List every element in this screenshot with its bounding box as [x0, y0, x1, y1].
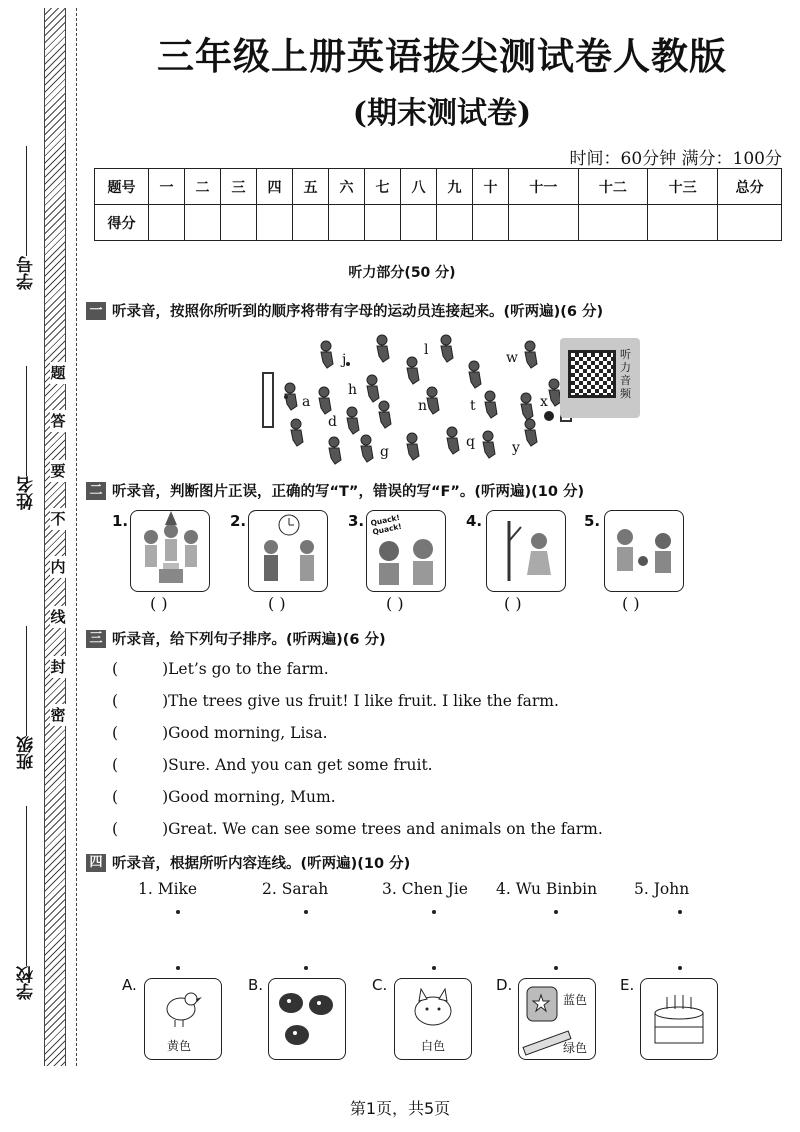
runner-icon: [447, 427, 459, 454]
party-illustration-icon: [131, 511, 209, 591]
runner-letter: g: [380, 444, 389, 460]
color-label: 白色: [421, 1039, 446, 1053]
score-cell[interactable]: [401, 205, 437, 241]
score-cell[interactable]: [149, 205, 185, 241]
section-number-badge: 三: [86, 630, 106, 648]
runner-icon: [367, 375, 379, 402]
color-label: 黄色: [167, 1039, 192, 1053]
seal-char: 题: [50, 364, 66, 382]
connect-dot[interactable]: [304, 910, 308, 914]
quack-speech-text: Quack! Quack!: [369, 512, 403, 537]
runner-letter: q: [466, 434, 475, 450]
option-letter: D.: [496, 976, 513, 994]
runner-icon: [379, 401, 391, 428]
runner-letter: x: [540, 394, 548, 410]
runner-letter: y: [512, 440, 520, 456]
runner-letter: l: [424, 342, 429, 358]
seal-char: 密: [50, 706, 66, 724]
section-instruction: 听录音，给下列句子排序。(听两遍)(6 分): [112, 632, 386, 648]
connect-dot[interactable]: [678, 966, 682, 970]
seal-char: 要: [50, 462, 66, 480]
left-goal-icon: [262, 372, 274, 428]
runner-letter: h: [348, 382, 358, 398]
picture-number: 2.: [230, 512, 247, 530]
picture-two-kids: [604, 510, 684, 592]
card-white-cat: [394, 978, 472, 1060]
runner-letter: d: [328, 414, 337, 430]
score-cell[interactable]: [365, 205, 401, 241]
runner-icon: [407, 433, 419, 460]
tree-girl-illustration-icon: [487, 511, 565, 591]
listening-part-title: 听力部分(50 分): [348, 265, 456, 281]
binding-margin: [0, 0, 88, 1132]
section-2-heading: [86, 480, 584, 501]
score-header-cell: 十三: [648, 169, 718, 205]
runner-icon: [521, 393, 533, 420]
section-3-heading: [86, 628, 386, 649]
runner-icon: [361, 435, 373, 462]
score-header-cell: 九: [437, 169, 473, 205]
page-title: 三年级上册英语拔尖测试卷人教版: [157, 34, 727, 78]
student-name: 3. Chen Jie: [382, 880, 468, 898]
option-letter: B.: [248, 976, 264, 994]
score-header-cell: 五: [293, 169, 329, 205]
section-number-badge: 四: [86, 854, 106, 872]
runner-icon: [321, 341, 333, 368]
section-instruction: 听录音，按照你所听到的顺序将带有字母的运动员连接起来。(听两遍)(6 分): [112, 304, 604, 320]
student-name: 5. John: [634, 880, 690, 898]
ordering-sentence[interactable]: ( )Sure. And you can get some fruit.: [112, 756, 433, 774]
section-instruction: 听录音，判断图片正误，正确的写“T”，错误的写“F”。(听两遍)(10 分): [112, 484, 585, 500]
runner-icon: [485, 391, 497, 418]
dogs-icon: [269, 979, 345, 1057]
runner-letter: j: [342, 352, 347, 368]
connect-dot[interactable]: [432, 910, 436, 914]
runner-icon: [427, 387, 439, 414]
runner-icon: [319, 387, 331, 414]
page-footer: 第1页，共5页: [349, 1099, 451, 1118]
picture-clock-greeting: [248, 510, 328, 592]
runner-letter: t: [470, 398, 476, 414]
score-header-cell: 十二: [578, 169, 648, 205]
student-no-field[interactable]: [14, 140, 39, 290]
score-row-label: 得分: [95, 205, 149, 241]
score-cell[interactable]: [509, 205, 579, 241]
option-letter: C.: [372, 976, 388, 994]
runner-icon: [469, 361, 481, 388]
qr-label: 听力音频: [620, 348, 631, 400]
school-label: 学校: [17, 966, 37, 1000]
score-header-cell: 二: [185, 169, 221, 205]
card-yellow-bird: [144, 978, 222, 1060]
score-cell[interactable]: [437, 205, 473, 241]
color-label: 绿色: [563, 1041, 588, 1055]
runner-icon: [291, 419, 303, 446]
runner-icon: [483, 431, 495, 458]
picture-birthday-party: [130, 510, 210, 592]
cake-icon: [641, 979, 717, 1057]
seal-char: 封: [50, 658, 66, 676]
student-name: 1. Mike: [138, 880, 198, 898]
section-1-heading: [86, 300, 603, 321]
score-header-cell: 三: [221, 169, 257, 205]
soccer-ball-icon: [544, 411, 554, 421]
color-label: 蓝色: [563, 993, 588, 1007]
seal-char: 答: [50, 412, 66, 430]
card-cake: [640, 978, 718, 1060]
ordering-sentence[interactable]: ( )Good morning, Lisa.: [112, 724, 328, 742]
answer-blank[interactable]: ( ): [268, 594, 286, 613]
name-label: 姓名: [17, 476, 37, 510]
score-cell[interactable]: [718, 205, 782, 241]
bird-icon: [145, 979, 221, 1039]
answer-blank[interactable]: ( ): [622, 594, 640, 613]
runner-icon: [285, 383, 297, 410]
student-name: 4. Wu Binbin: [496, 880, 598, 898]
picture-number: 1.: [112, 512, 129, 530]
class-field[interactable]: [14, 620, 39, 770]
audio-qr-panel[interactable]: [560, 338, 640, 418]
time-score-info: 时间：60分钟 满分：100分: [569, 149, 782, 169]
qr-code-icon[interactable]: [568, 350, 616, 398]
runner-icon: [377, 335, 389, 362]
runner-icon: [441, 335, 453, 362]
connect-dot[interactable]: [304, 966, 308, 970]
student-no-label: 学号: [17, 256, 37, 290]
section-number-badge: 二: [86, 482, 106, 500]
connect-dot[interactable]: [432, 966, 436, 970]
ordering-sentence[interactable]: ( )Good morning, Mum.: [112, 788, 336, 806]
score-cell[interactable]: [185, 205, 221, 241]
option-letter: E.: [620, 976, 635, 994]
runner-icon: [525, 419, 537, 446]
option-letter: A.: [122, 976, 137, 994]
ordering-sentence[interactable]: ( )Let’s go to the farm.: [112, 660, 329, 678]
score-header-cell: 十: [473, 169, 509, 205]
score-header-cell: 十一: [509, 169, 579, 205]
connect-dot[interactable]: [176, 966, 180, 970]
ordering-sentence[interactable]: ( )The trees give us fruit! I like fruit. I like the farm.: [112, 692, 559, 710]
section-4-heading: [86, 852, 410, 873]
score-cell[interactable]: [648, 205, 718, 241]
picture-tree-girl: [486, 510, 566, 592]
clock-greeting-illustration-icon: [249, 511, 327, 591]
score-header-cell: 一: [149, 169, 185, 205]
class-label: 班级: [17, 736, 37, 770]
runner-letter: n: [418, 398, 428, 414]
hatch-strip: [44, 8, 66, 1066]
score-cell[interactable]: [257, 205, 293, 241]
score-cell[interactable]: [293, 205, 329, 241]
seal-dashed-line: [76, 8, 77, 1066]
picture-number: 5.: [584, 512, 601, 530]
runner-icon: [525, 341, 537, 368]
answer-blank[interactable]: ( ): [150, 594, 168, 613]
score-table-score-row: [95, 205, 782, 241]
card-bag-ruler: [518, 978, 596, 1060]
score-table-header-row: [95, 169, 782, 205]
score-cell[interactable]: [329, 205, 365, 241]
score-cell[interactable]: [473, 205, 509, 241]
score-header-cell: 八: [401, 169, 437, 205]
picture-quack: [366, 510, 446, 592]
student-name: 2. Sarah: [262, 880, 329, 898]
runner-letter: w: [506, 350, 518, 366]
connect-dot[interactable]: [176, 910, 180, 914]
school-field[interactable]: [14, 800, 39, 1000]
runner-letter: a: [302, 394, 311, 410]
seal-char: 内: [50, 558, 66, 576]
seal-char: 不: [50, 510, 66, 528]
ordering-sentence[interactable]: ( )Great. We can see some trees and animals on the farm.: [112, 820, 603, 838]
connect-dot[interactable]: [678, 910, 682, 914]
section-instruction: 听录音，根据所听内容连线。(听两遍)(10 分): [112, 856, 411, 872]
score-header-cell: 六: [329, 169, 365, 205]
score-cell[interactable]: [221, 205, 257, 241]
score-header-cell: 总分: [718, 169, 782, 205]
runner-icon: [407, 357, 419, 384]
connect-dot[interactable]: [554, 966, 558, 970]
answer-blank[interactable]: ( ): [386, 594, 404, 613]
score-header-cell: 七: [365, 169, 401, 205]
picture-number: 3.: [348, 512, 365, 530]
score-cell[interactable]: [578, 205, 648, 241]
score-header-cell: 题号: [95, 169, 149, 205]
two-kids-illustration-icon: [605, 511, 683, 591]
page-subtitle: (期末测试卷): [352, 96, 532, 131]
seal-char: 线: [50, 608, 66, 626]
name-field[interactable]: [14, 360, 39, 510]
score-header-cell: 四: [257, 169, 293, 205]
runner-icon: [347, 407, 359, 434]
connect-dot[interactable]: [554, 910, 558, 914]
section-number-badge: 一: [86, 302, 106, 320]
runner-icon: [329, 437, 341, 464]
score-table: [94, 168, 782, 241]
card-dogs: [268, 978, 346, 1060]
picture-number: 4.: [466, 512, 483, 530]
cat-icon: [395, 979, 471, 1039]
answer-blank[interactable]: ( ): [504, 594, 522, 613]
